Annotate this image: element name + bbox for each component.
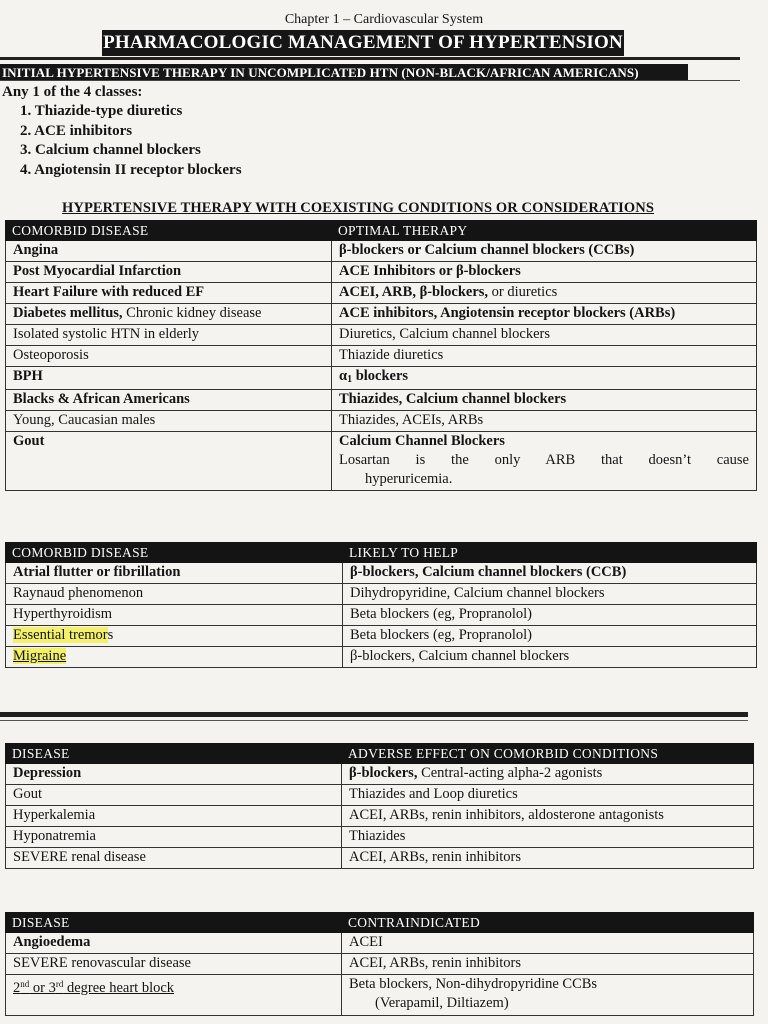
highlighted-text: Essential tremor — [13, 627, 108, 643]
table-row — [6, 563, 757, 584]
disease-cell: Atrial flutter or fibrillation — [6, 563, 343, 584]
table-row — [6, 764, 754, 785]
therapy-cell: β-blockers or Calcium channel blockers (CCBs) — [332, 241, 757, 262]
effect-cell: ACEI, ARBs, renin inhibitors — [342, 848, 754, 869]
column-header: LIKELY TO HELP — [343, 543, 757, 563]
alpha-subscript: 1 — [347, 374, 353, 385]
help-cell: β-blockers, Calcium channel blockers — [343, 647, 757, 668]
therapy-cell: Thiazides, ACEIs, ARBs — [332, 411, 757, 432]
disease-cell: Hyperthyroidism — [6, 605, 343, 626]
disease-cell — [6, 626, 343, 647]
column-header: ADVERSE EFFECT ON COMORBID CONDITIONS — [342, 744, 754, 764]
ordinal-suffix: rd — [55, 979, 64, 989]
effect-cell — [342, 764, 754, 785]
disease-cell: Gout — [6, 432, 332, 491]
list-item: 4. Angiotensin II receptor blockers — [20, 161, 242, 178]
therapy-cell — [332, 432, 757, 491]
help-cell: Dihydropyridine, Calcium channel blockers — [343, 584, 757, 605]
disease-cell: Post Myocardial Infarction — [6, 262, 332, 283]
disease-cell: Hyperkalemia — [6, 806, 342, 827]
optimal-therapy-table — [5, 220, 757, 491]
disease-cell — [6, 304, 332, 325]
disease-cell: Depression — [6, 764, 342, 785]
drug-cell: ACEI, ARBs, renin inhibitors — [342, 954, 754, 975]
section-divider-thin — [0, 720, 748, 721]
disease-cell: Osteoporosis — [6, 346, 332, 367]
likely-to-help-table — [5, 542, 757, 668]
column-header: COMORBID DISEASE — [6, 221, 332, 241]
disease-plain: Chronic kidney disease — [122, 305, 262, 321]
title-divider — [0, 57, 740, 60]
table-row — [6, 848, 754, 869]
therapy-cell — [332, 367, 757, 390]
therapy-note-line: Losartan is the only ARB that doesn’t cause — [339, 452, 749, 468]
therapy-cell: ACE Inhibitors or β-blockers — [332, 262, 757, 283]
ordinal: 2 — [13, 980, 21, 996]
adverse-effect-table — [5, 743, 754, 869]
chapter-header: Chapter 1 – Cardiovascular System — [284, 12, 484, 27]
table-row — [6, 367, 757, 390]
table-header-row — [6, 744, 754, 764]
initial-therapy-header: INITIAL HYPERTENSIVE THERAPY IN UNCOMPLICATED HTN (NON-BLACK/AFRICAN AMERICANS) — [0, 64, 688, 81]
disease-cell: Heart Failure with reduced EF — [6, 283, 332, 304]
column-header: OPTIMAL THERAPY — [332, 221, 757, 241]
disease-text: degree heart block — [63, 980, 175, 996]
table-row — [6, 933, 754, 954]
help-cell: Beta blockers (eg, Propranolol) — [343, 626, 757, 647]
table-row — [6, 283, 757, 304]
coexisting-heading: HYPERTENSIVE THERAPY WITH COEXISTING CONDITIONS OR CONSIDERATIONS — [62, 200, 655, 216]
list-item: 2. ACE inhibitors — [20, 122, 133, 139]
drug-cell — [342, 975, 754, 1016]
effect-cell: ACEI, ARBs, renin inhibitors, aldosterone antagonists — [342, 806, 754, 827]
table-row — [6, 827, 754, 848]
table-row — [6, 241, 757, 262]
disease-cell: SEVERE renal disease — [6, 848, 342, 869]
drug-line: Beta blockers, Non-dihydropyridine CCBs — [349, 976, 598, 992]
table-row — [6, 432, 757, 491]
table-row — [6, 346, 757, 367]
disease-cell: BPH — [6, 367, 332, 390]
disease-cell: Hyponatremia — [6, 827, 342, 848]
table-row — [6, 785, 754, 806]
column-header: DISEASE — [6, 744, 342, 764]
disease-cell — [6, 647, 343, 668]
effect-cell: Thiazides and Loop diuretics — [342, 785, 754, 806]
table-row — [6, 605, 757, 626]
disease-bold: Diabetes mellitus, — [13, 305, 123, 321]
page-title: PHARMACOLOGIC MANAGEMENT OF HYPERTENSION — [102, 30, 624, 56]
disease-cell — [6, 975, 342, 1016]
therapy-cell: ACE inhibitors, Angiotensin receptor blockers (ARBs) — [332, 304, 757, 325]
table-row — [6, 647, 757, 668]
disease-cell: Gout — [6, 785, 342, 806]
highlighted-text: Migraine — [13, 648, 67, 664]
effect-bold: β-blockers, — [349, 765, 418, 781]
table-row — [6, 626, 757, 647]
table-header-row — [6, 543, 757, 563]
disease-cell: SEVERE renovascular disease — [6, 954, 342, 975]
column-header: DISEASE — [6, 913, 342, 933]
table-row — [6, 390, 757, 411]
disease-cell: Blacks & African Americans — [6, 390, 332, 411]
drug-class-list — [20, 102, 242, 180]
drug-line: (Verapamil, Diltiazem) — [375, 995, 509, 1011]
effect-cell: Thiazides — [342, 827, 754, 848]
list-item: 3. Calcium channel blockers — [20, 142, 201, 158]
column-header: COMORBID DISEASE — [6, 543, 343, 563]
table-header-row — [6, 221, 757, 241]
help-cell: Beta blockers (eg, Propranolol) — [343, 605, 757, 626]
initial-divider — [0, 80, 740, 81]
therapy-line: Calcium Channel Blockers — [339, 433, 505, 449]
table-row — [6, 325, 757, 346]
table-row — [6, 584, 757, 605]
therapy-text: blockers — [352, 368, 409, 384]
therapy-cell: Thiazides, Calcium channel blockers — [332, 390, 757, 411]
ordinal-suffix: nd — [20, 979, 30, 989]
table-row — [6, 304, 757, 325]
alpha-symbol: α — [339, 368, 348, 384]
table-row — [6, 954, 754, 975]
therapy-note-line: hyperuricemia. — [365, 471, 453, 487]
disease-cell: Angina — [6, 241, 332, 262]
effect-plain: Central-acting alpha-2 agonists — [417, 765, 603, 781]
table-row — [6, 262, 757, 283]
column-header: CONTRAINDICATED — [342, 913, 754, 933]
help-cell: β-blockers, Calcium channel blockers (CCB) — [343, 563, 757, 584]
therapy-cell — [332, 283, 757, 304]
therapy-cell: Thiazide diuretics — [332, 346, 757, 367]
table-header-row — [6, 913, 754, 933]
table-row — [6, 411, 757, 432]
disease-cell: Young, Caucasian males — [6, 411, 332, 432]
contraindicated-table — [5, 912, 754, 1016]
disease-suffix: s — [107, 627, 114, 643]
ordinal: or 3 — [29, 980, 56, 996]
table-row — [6, 806, 754, 827]
therapy-cell: Diuretics, Calcium channel blockers — [332, 325, 757, 346]
disease-cell: Isolated systolic HTN in elderly — [6, 325, 332, 346]
any-classes-label: Any 1 of the 4 classes: — [2, 84, 143, 100]
table-row — [6, 975, 754, 1016]
therapy-bold: ACEI, ARB, β-blockers, — [339, 284, 489, 300]
drug-cell: ACEI — [342, 933, 754, 954]
disease-cell: Angioedema — [6, 933, 342, 954]
section-divider — [0, 712, 748, 717]
disease-cell: Raynaud phenomenon — [6, 584, 343, 605]
list-item: 1. Thiazide-type diuretics — [20, 103, 183, 119]
therapy-plain: or diuretics — [488, 284, 558, 300]
